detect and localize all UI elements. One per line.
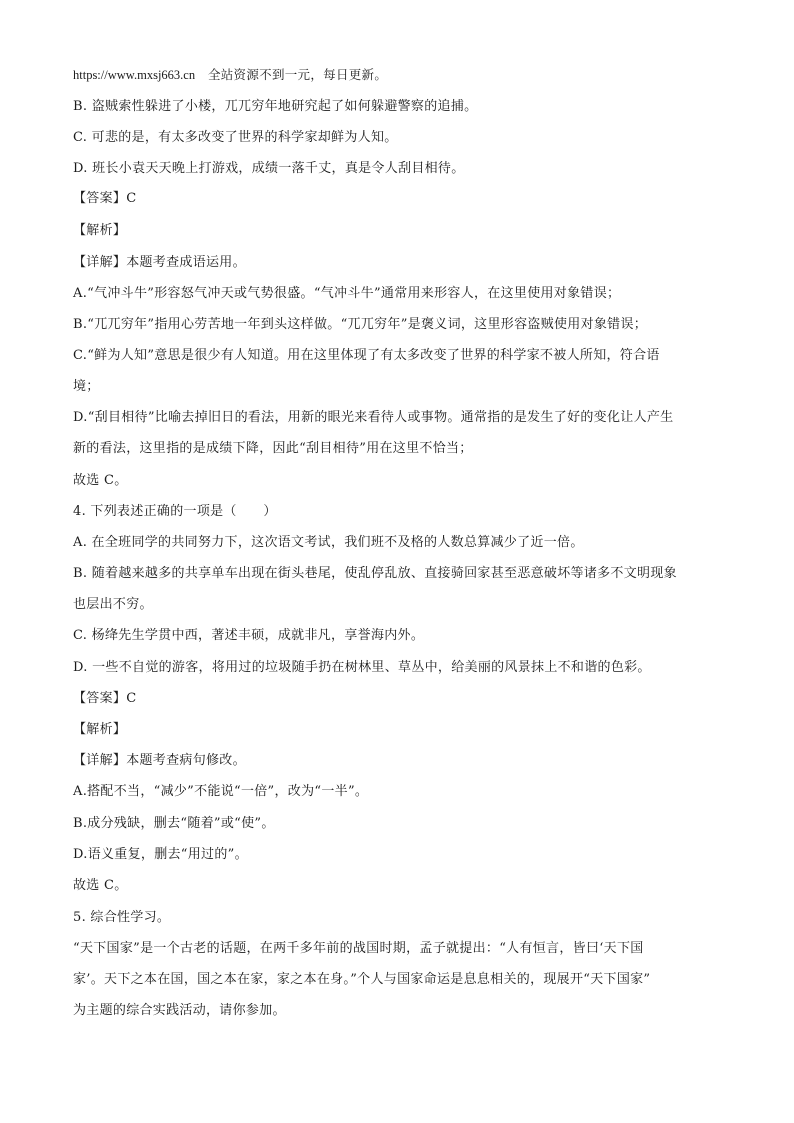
question-5-intro: “天下国家”是一个古老的话题，在两千多年前的战国时期，孟子就提出：“人有恒言，皆曰‘天下国 — [73, 941, 644, 956]
question-5-intro-cont: 家’。天下之本在国，国之本在家，家之本在身。”个人与国家命运是息息相关的，现展开“天下国家” — [73, 972, 651, 987]
option-c-line: C. 可悲的是，有太多改变了世界的科学家却鲜为人知。 — [73, 130, 398, 145]
explanation-d: D.“刮目相待”比喻去掉旧日的看法，用新的眼光来看待人或事物。通常指的是发生了好的变化让人产生 — [73, 410, 674, 425]
option-b-line: B. 盗贼索性躲进了小楼，兀兀穷年地研究起了如何躲避警察的追捕。 — [73, 99, 478, 114]
explanation-a: A.“气冲斗牛”形容怒气冲天或气势很盛。“气冲斗牛”通常用来形容人，在这里使用对象错误； — [73, 286, 621, 301]
explanation-b: B.“兀兀穷年”指用心劳苦地一年到头这样做。“兀兀穷年”是褒义词，这里形容盗贼使用对象错误； — [73, 317, 648, 332]
detail-heading: 【详解】本题考查病句修改。 — [73, 753, 246, 768]
question-4-option-a: A. 在全班同学的共同努力下，这次语文考试，我们班不及格的人数总算减少了近一倍。 — [73, 535, 584, 550]
explanation-c: C.“鲜为人知”意思是很少有人知道。用在这里体现了有太多改变了世界的科学家不被人所知，符合语 — [73, 348, 660, 363]
option-d-line: D. 班长小袁天天晚上打游戏，成绩一落千丈，真是令人刮目相待。 — [73, 161, 465, 176]
question-4-option-c: C. 杨绛先生学贯中西，著述丰硕，成就非凡，享誉海内外。 — [73, 628, 425, 643]
question-4-option-b: B. 随着越来越多的共享单车出现在街头巷尾，使乱停乱放、直接骑回家甚至恶意破坏等诸多不文明现象 — [73, 566, 677, 581]
question-5-heading: 5. 综合性学习。 — [73, 910, 171, 925]
correction-b: B.成分残缺，删去“随着”或“使”。 — [73, 816, 275, 831]
analysis-label: 【解析】 — [73, 722, 127, 737]
site-url[interactable]: https://www.mxsj663.cn — [73, 68, 196, 82]
question-4-option-b-cont: 也层出不穷。 — [73, 597, 153, 612]
explanation-c-cont: 境； — [73, 379, 100, 394]
page-header — [73, 66, 723, 84]
question-4-stem: 4. 下列表述正确的一项是（ ） — [73, 504, 277, 519]
explanation-d-cont: 新的看法，这里指的是成绩下降，因此“刮目相待”用在这里不恰当； — [73, 441, 473, 456]
choice-conclusion: 故选 C。 — [73, 878, 128, 893]
detail-heading: 【详解】本题考查成语运用。 — [73, 255, 246, 270]
correction-d: D.语义重复，删去“用过的”。 — [73, 847, 248, 862]
correction-a: A.搭配不当，“减少”不能说“一倍”，改为“一半”。 — [73, 784, 369, 799]
choice-conclusion: 故选 C。 — [73, 473, 128, 488]
answer-label: 【答案】C — [73, 191, 137, 206]
question-5-intro-end: 为主题的综合实践活动，请你参加。 — [73, 1003, 286, 1018]
site-slogan: 全站资源不到一元，每日更新。 — [207, 67, 388, 82]
question-4-option-d: D. 一些不自觉的游客，将用过的垃圾随手扔在树林里、草丛中，给美丽的风景抹上不和谐的色彩。 — [73, 660, 651, 675]
answer-label: 【答案】C — [73, 691, 137, 706]
analysis-label: 【解析】 — [73, 223, 127, 238]
